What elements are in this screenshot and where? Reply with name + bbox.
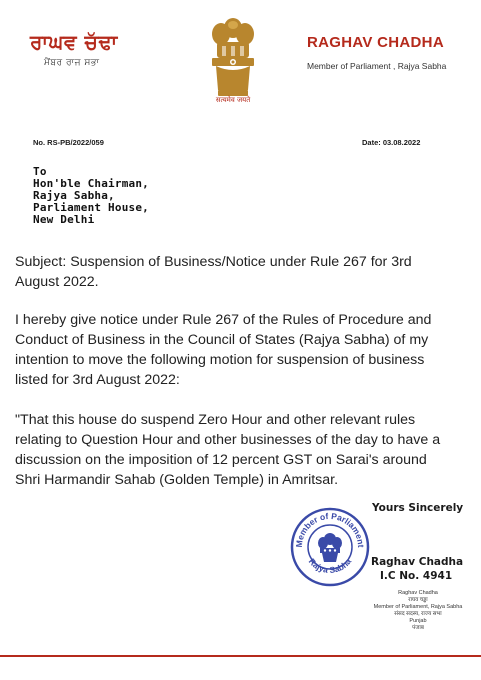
stamp-line: संसद सदस्य, राज्य सभा — [394, 611, 442, 617]
emblem-motto: सत्यमेव जयते — [215, 96, 251, 104]
stamp-line: पंजाब — [412, 625, 424, 631]
stamp-line: Member of Parliament, Rajya Sabha — [373, 604, 463, 610]
footer-divider — [0, 655, 481, 657]
motion-paragraph — [15, 410, 467, 490]
body-line: I hereby give notice under Rule 267 of the Rules of Procedure and — [15, 312, 432, 328]
seal-text-top: Member of Parliament — [293, 510, 367, 548]
address-line: To — [33, 165, 47, 178]
letterhead-name-english: RAGHAV CHADHA — [307, 34, 444, 51]
motion-line: discussion on the imposition of 12 percent GST on Sarai's around — [15, 452, 427, 468]
motion-line: "That this house do suspend Zero Hour and other relevant rules — [15, 412, 416, 428]
address-line: Parliament House, — [33, 201, 149, 214]
subject-line: Subject: Suspension of Business/Notice under Rule 267 for 3rd — [15, 254, 412, 270]
body-line: listed for 3rd August 2022: — [15, 372, 180, 388]
reference-number: No. RS-PB/2022/059 — [33, 138, 104, 147]
stamp-line: Raghav Chadha — [398, 590, 438, 596]
address-line: Rajya Sabha, — [33, 189, 115, 202]
name-stamp — [370, 590, 466, 632]
stamp-line: Punjab — [409, 618, 427, 624]
national-emblem-icon — [198, 12, 268, 108]
motion-line: relating to Question Hour and other businesses of the day to have a — [15, 432, 441, 448]
letterhead-title-punjabi: ਮੈਂਬਰ ਰਾਜ ਸਭਾ — [44, 58, 100, 68]
notice-paragraph — [15, 310, 467, 390]
recipient-address — [33, 166, 149, 226]
address-line: Hon'ble Chairman, — [33, 177, 149, 190]
reference-date: Date: 03.08.2022 — [362, 138, 421, 147]
signatory-ic-number: I.C No. 4941 — [380, 570, 453, 582]
body-line: Conduct of Business in the Council of States (Rajya Sabha) of my — [15, 332, 429, 348]
body-line: intention to move the following motion for suspension of business — [15, 352, 425, 368]
subject-line: August 2022. — [15, 274, 99, 290]
seal-text-bottom: Rajya Sabha — [306, 556, 354, 576]
signatory-name: Raghav Chadha — [371, 556, 464, 568]
letterhead-title-english: Member of Parliament , Rajya Sabha — [307, 61, 447, 71]
motion-line: Shri Harmandir Sahab (Golden Temple) in Amritsar. — [15, 472, 339, 488]
letterhead-name-punjabi: ਰਾਘਵ ਚੱਢਾ — [30, 30, 118, 54]
closing-salutation: Yours Sincerely — [372, 502, 464, 514]
address-line: New Delhi — [33, 213, 95, 226]
parliament-seal-icon — [289, 506, 371, 588]
stamp-line: राघव चड्ढा — [408, 597, 428, 603]
subject-paragraph — [15, 252, 467, 292]
